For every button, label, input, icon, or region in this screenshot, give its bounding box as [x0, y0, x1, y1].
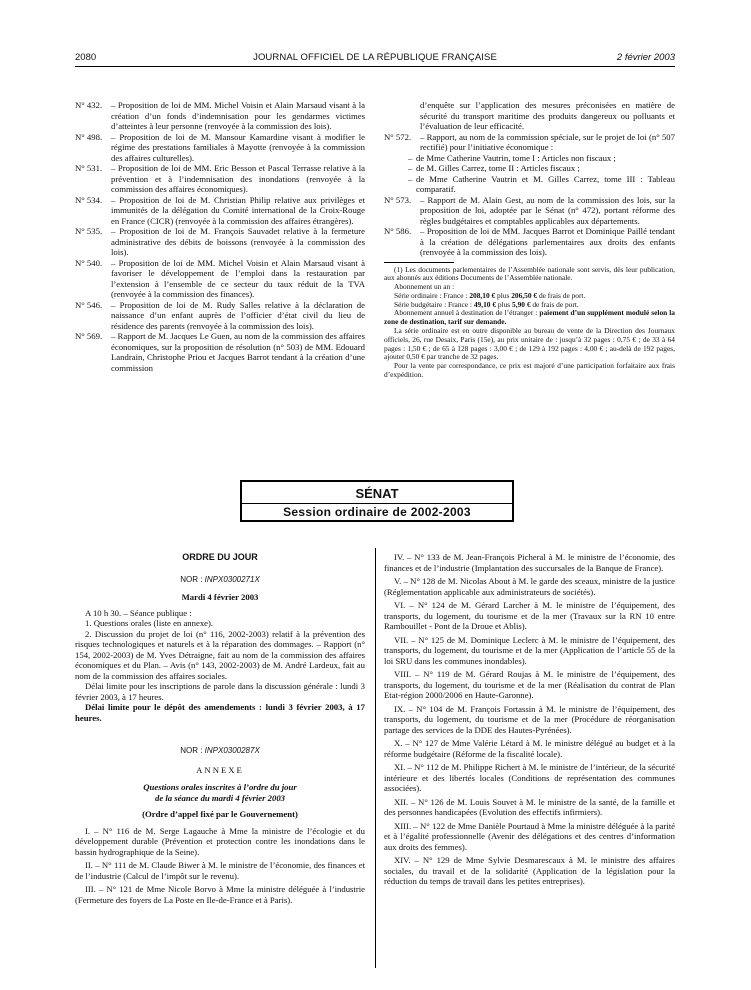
item-text: – Proposition de loi de MM. Michel Voisin et Alain Marsaud visant à la création d’un fonds d’indemnisation pour les gendarmes victimes d’atteintes à leur personne (renvoyée à la commission des lois).	[111, 100, 365, 131]
footnote-rule	[384, 262, 454, 263]
question-item: X. – N° 127 de Mme Valérie Létard à M. le ministre délégué au budget et à la réforme budgétaire (Réforme de la fiscalité locale).	[384, 738, 675, 759]
list-item	[75, 163, 365, 195]
left-top-column	[75, 100, 365, 373]
agenda-line: Délai limite pour le dépôt des amendements : lundi 3 février 2003, à 17 heures.	[75, 702, 365, 723]
list-item	[384, 195, 675, 227]
page-number: 2080	[75, 52, 97, 63]
subitem-text: de Mme Catherine Vautrin et M. Gilles Carrez, tome III : Tableau comparatif.	[416, 173, 675, 194]
list-item	[75, 258, 365, 300]
right-item-list	[384, 195, 675, 258]
footnote	[384, 266, 675, 380]
ordre-appel: (Ordre d’appel fixé par le Gouvernement)	[142, 809, 298, 819]
question-item: VI. – N° 124 de M. Gérard Larcher à M. le ministre de l’équipement, des transports, du logement, du tourisme et de la mer (Travaux sur la RN 10 entre Rambouillet - Pont de la Droue et Ablis).	[384, 600, 675, 631]
item-number: N° 569.	[75, 331, 103, 341]
footnote-para: Série budgétaire : France : 49,10 € plus 5,90 € de frais de port.	[394, 299, 579, 309]
subitem	[384, 174, 675, 195]
question-item: VII. – N° 125 de M. Dominique Leclerc à M. le ministre de l’équipement, des transports, du logement, du tourisme et de la mer (Application de l’article 55 de la loi SRU dans les communes inondables).	[384, 634, 675, 666]
item-text: – Proposition de loi de M. Mansour Kamardine visant à modifier le régime des prestations familiales à Mayotte (renvoyée à la commission des affaires culturelles).	[111, 131, 365, 163]
date-heading: Mardi 4 février 2003	[181, 592, 259, 602]
list-item	[75, 226, 365, 258]
item-number: N° 546.	[75, 299, 103, 310]
right-bottom-column	[384, 552, 675, 890]
dash-marker: –	[408, 173, 413, 184]
item-text: – Rapport de M. Jacques Le Guen, au nom de la commission des affaires économiques, sur la proposition de résolution (n° 503) de MM. Edouard Landrain, Christophe Priou et Jacques Barrot tendant à la création d’une commission	[111, 331, 365, 373]
question-list	[75, 826, 365, 906]
item-number: N° 498.	[75, 131, 103, 142]
question-item: VIII. – N° 119 de M. Gérard Roujas à M. le ministre de l’équipement, des transports, du logement, du tourisme et de la mer (Réalisation du contrat de Plan Etat-région 2000/2006 en Haute-Garonne).	[384, 669, 675, 700]
subitem	[384, 153, 675, 164]
list-item	[384, 132, 675, 153]
agenda-line: 1. Questions orales (liste en annexe).	[85, 618, 214, 628]
agenda-line: 2. Discussion du projet de loi (n° 116, 2002-2003) relatif à la prévention des risques technologiques et naturels et à la réparation des dommages. – Rapport (n° 154, 2002-2003) de M. Yves Détraigne, fait au nom de la commission des affaires économiques et du Plan. – Avis (n° 143, 2002-2003) de M. André Lardeux, fait au nom de la commission des affaires sociales.	[75, 628, 365, 681]
question-item: I. – N° 116 de M. Serge Lagauche à Mme la ministre de l’écologie et du développement durable (Prévention et protection contre les inondations dans le bassin hydrographique de la Seine).	[75, 825, 365, 857]
question-item: V. – N° 128 de M. Nicolas About à M. le garde des sceaux, ministre de la justice (Réglementation applicable aux administrateurs de sociétés).	[384, 576, 675, 597]
question-item: XI. – N° 112 de M. Philippe Richert à M. le ministre de l’intérieur, de la sécurité intérieure et des libertés locales (Conditions de représentation des communes associées).	[384, 762, 675, 793]
subitem-list	[384, 153, 675, 195]
nor-code: NOR : INPX0300287X	[180, 746, 260, 755]
list-item	[75, 331, 365, 373]
item-number: N° 540.	[75, 257, 103, 268]
list-item	[75, 300, 365, 332]
left-bottom-column	[75, 552, 365, 908]
item-number: N° 534.	[75, 194, 103, 205]
page-header	[75, 52, 675, 66]
issue-date: 2 février 2003	[616, 52, 675, 63]
list-item	[384, 226, 675, 258]
question-item: XII. – N° 126 de M. Louis Souvet à M. le ministre de la santé, de la famille et des personnes handicapées (Evolution des effectifs infirmiers).	[384, 796, 675, 817]
questions-title: Questions orales inscrites à l’ordre du jour	[143, 782, 297, 792]
item-number: N° 572.	[384, 131, 412, 142]
footnote-para: (1) Les documents parlementaires de l’Assemblée nationale sont servis, dès leur publication, aux abonnés aux éditions Documents de l’Assemblée nationale.	[384, 264, 675, 283]
item-text: – Rapport, au nom de la commission spéciale, sur le projet de loi (n° 507 rectifié) pour l’initiative économique :	[420, 131, 675, 152]
question-item: XIII. – N° 122 de Mme Danièle Pourtaud à Mme la ministre déléguée à la parité et à l’égalité professionnelle (Avenir des délégations et des centres d’information aux droits des femmes).	[384, 820, 675, 852]
item-text: – Proposition de loi de MM. Jacques Barrot et Dominique Paillé tendant à la création de délégations parlementaires aux droits des enfants (renvoyée à la commission des lois).	[420, 226, 675, 257]
column-divider	[375, 548, 376, 968]
senat-title: SÉNAT	[355, 486, 399, 501]
footnote-para: Abonnement annuel à destination de l’étranger : paiement d’un supplément modulé selon la zone de destination, tarif sur demande.	[384, 308, 675, 327]
item-text: – Proposition de loi de MM. Michel Voisin et Alain Marsaud visant à favoriser le développement de l’emploi dans la restauration par l’extension à l’ensemble de ce secteur du taux réduit de la TVA (renvoyée à la commission des finances).	[111, 257, 365, 299]
footnote-para: Série ordinaire : France : 208,10 € plus 206,50 € de frais de port.	[394, 290, 586, 300]
dash-marker: –	[408, 163, 413, 173]
agenda-line: Délai limite pour les inscriptions de parole dans la discussion générale : lundi 3 février 2003, à 17 heures.	[75, 681, 365, 702]
list-item	[75, 132, 365, 164]
subitem	[384, 163, 675, 174]
item-text: – Proposition de loi de M. Christian Philip relative aux privilèges et immunités de la délégation du Comité international de la Croix-Rouge en France (CICR) (renvoyée à la commission des affaires étrangères).	[111, 194, 365, 226]
questions-title: de la séance du mardi 4 février 2003	[154, 792, 286, 803]
right-top-column	[384, 100, 675, 380]
journal-title: JOURNAL OFFICIEL DE LA RÉPUBLIQUE FRANÇAISE	[253, 52, 497, 63]
subitem-text: de M. Gilles Carrez, tome II : Articles fiscaux ;	[416, 163, 580, 173]
session-subtitle: Session ordinaire de 2002-2003	[283, 505, 471, 519]
list-item	[75, 100, 365, 132]
footnote-para: Abonnement un an :	[394, 282, 455, 292]
subitem-text: de Mme Catherine Vautrin, tome I : Articles non fiscaux ;	[416, 152, 616, 163]
question-item: III. – N° 121 de Mme Nicole Borvo à Mme la ministre déléguée à l’industrie (Fermeture des foyers de La Poste en Ile-de-France et à Paris).	[75, 884, 365, 905]
item-text: – Proposition de loi de M. Rudy Salles relative à la déclaration de naissance d’un enfant auprès de l’officier d’état civil du lieu de résidence des parents (renvoyée à la commission des lois).	[111, 299, 365, 331]
footnote-para: La série ordinaire est en outre disponible au bureau de vente de la Direction des Journaux officiels, 26, rue Desaix, Paris (15e), au prix unitaire de : jusqu’à 32 pages : 0,75 € ; de 33 à 64 pages : 1,50 € ; de 65 à 128 pages : 3,00 € ; de 129 à 192 pages : 4,00 € ; au-delà de 192 pages, ajouter 0,50 € par tranche de 32 pages.	[384, 326, 675, 362]
question-item: II. – N° 111 de M. Claude Biwer à M. le ministre de l’économie, des finances et de l’industrie (Calcul de l’impôt sur le revenu).	[75, 860, 365, 881]
item-number: N° 432.	[75, 100, 103, 110]
item-number: N° 573.	[384, 194, 412, 205]
item-text: – Proposition de loi de M. François Sauvadet relative à la fermeture administrative des débits de boissons (renvoyée à la commission des lois).	[111, 226, 365, 257]
item-number: N° 586.	[384, 226, 412, 236]
list-item	[75, 195, 365, 227]
continuation-text: d’enquête sur l’application des mesures préconisées en matière de sécurité du transport maritime des produits dangereux ou polluants et l’évaluation de leur efficacité.	[420, 100, 675, 131]
dash-marker: –	[408, 152, 413, 163]
nor-code: NOR : INPX0300271X	[180, 574, 260, 584]
annexe-heading: ANNEXE	[196, 764, 244, 775]
question-item: IX. – N° 104 de M. François Fortassin à M. le ministre de l’équipement, des transports, du logement, du tourisme et de la mer (Procédure de réorganisation partage des services de la DDE des Hautes-Pyrénées).	[384, 703, 675, 735]
seance-line: A 10 h 30. – Séance publique :	[85, 607, 192, 618]
item-number: N° 531.	[75, 163, 103, 173]
ordre-du-jour-heading: ORDRE DU JOUR	[182, 552, 258, 562]
footnote-para: Pour la vente par correspondance, ce prix est majoré d’une participation forfaitaire aux frais d’expédition.	[384, 361, 675, 380]
item-text: – Rapport de M. Alain Gest, au nom de la commission des lois, sur la proposition de loi, adoptée par le Sénat (n° 472), portant réforme des règles budgétaires et comptables applicables aux départements.	[420, 194, 675, 226]
question-item: XIV. – N° 129 de Mme Sylvie Desmarescaux à M. le ministre des affaires sociales, du travail et de la solidarité (Application de la législation pour la réduction du temps de travail dans les petites entreprises).	[384, 855, 675, 886]
header-rule	[75, 66, 675, 67]
item-number: N° 535.	[75, 226, 103, 236]
item-text: – Proposition de loi de MM. Eric Besson et Pascal Terrasse relative à la prévention et à l’indemnisation des inondations (renvoyée à la commission des affaires économiques).	[111, 163, 365, 194]
question-item: IV. – N° 133 de M. Jean-François Picheral à M. le ministre de l’économie, des finances et de l’industrie (Implantation des succursales de la Banque de France).	[384, 552, 675, 573]
senat-title-box	[240, 480, 514, 522]
